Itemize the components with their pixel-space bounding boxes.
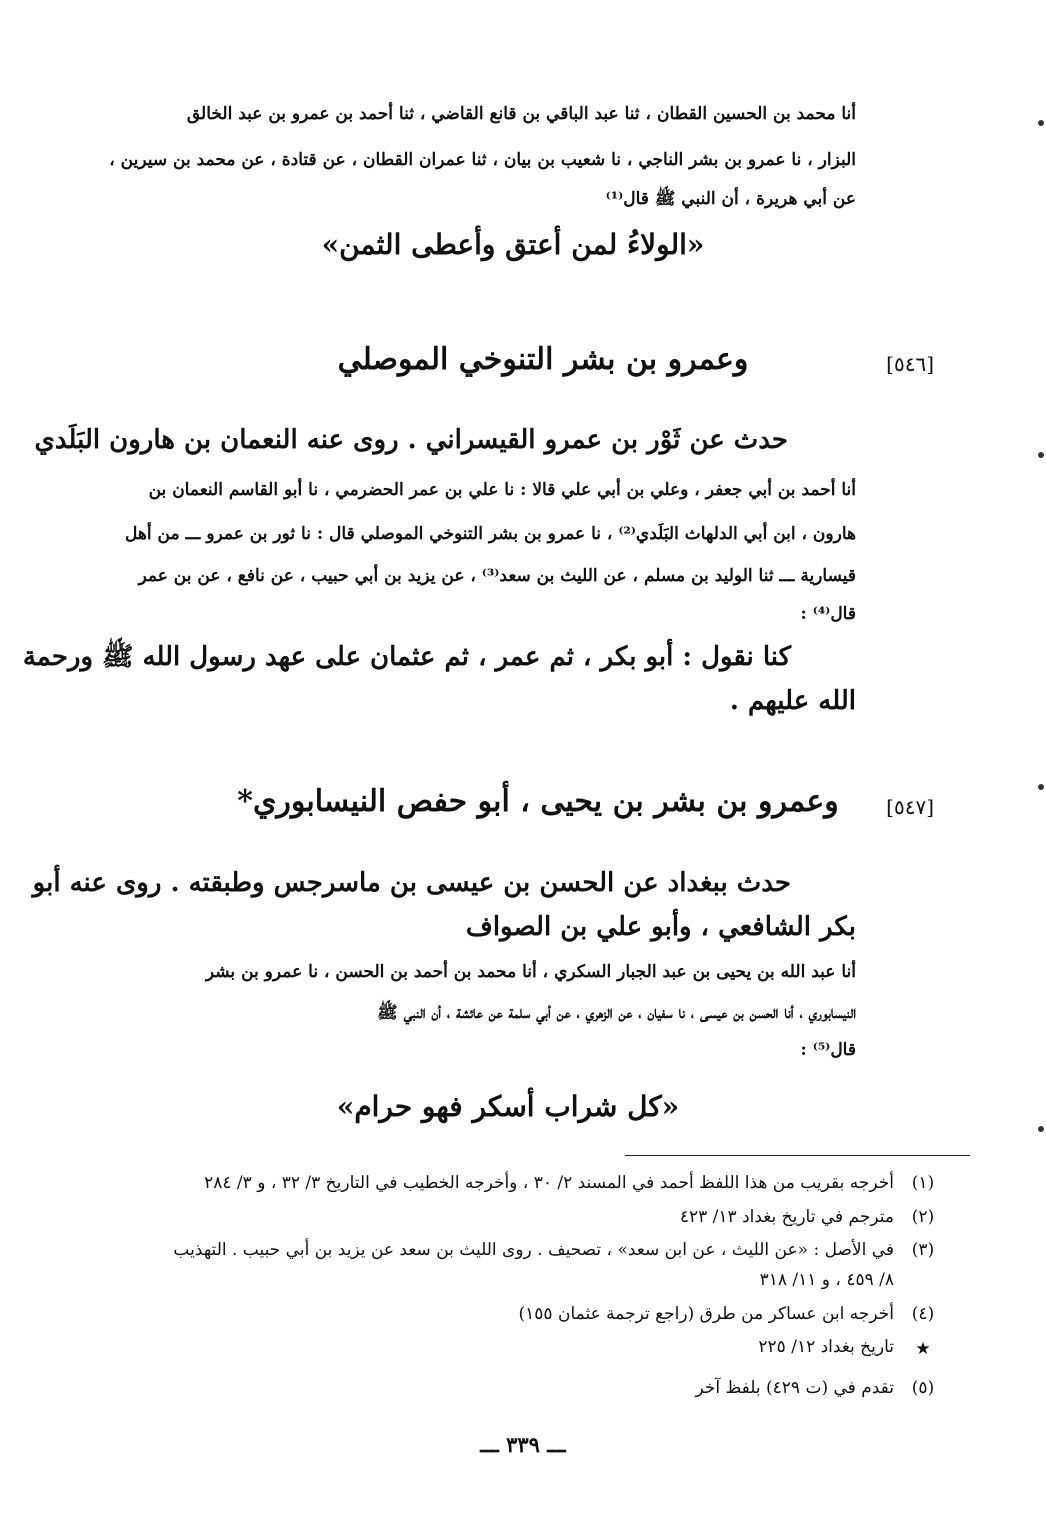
isnad-line: عن أبي هريرة ، أن النبي ﷺ قال⁽¹⁾ xyxy=(605,189,856,209)
scan-mark xyxy=(1038,452,1044,458)
scan-mark xyxy=(1038,784,1044,790)
scan-mark xyxy=(1038,1126,1044,1132)
footnote-marker: ★ xyxy=(915,1339,931,1359)
isnad-line: هارون ، ابن أبي الدلهاث البَلَدي⁽²⁾ ، نا عمرو بن بشر التنوخي الموصلي قال : نا ثور بن عمرو ـــ من أهل xyxy=(125,524,856,544)
footnote-separator xyxy=(625,1155,970,1156)
entry-title: وعمرو بن بشر بن يحيى ، أبو حفص النيسابوري* xyxy=(237,784,839,819)
entry-number: [٥٤٧] xyxy=(886,795,934,819)
hadith-quote: «كل شراب أسكر فهو حرام» xyxy=(336,1090,680,1123)
footnote-marker: (١) xyxy=(911,1173,935,1193)
footnote-text: تاريخ بغداد ١٢/ ٢٢٥ xyxy=(758,1337,894,1357)
footnote-text: ٨/ ٤٥٩ ، و ١١/ ٣١٨ xyxy=(759,1270,894,1290)
footnote-text: مترجم في تاريخ بغداد ١٣/ ٤٢٣ xyxy=(679,1207,894,1227)
hadith-text: الله عليهم . xyxy=(729,686,856,716)
footnote-marker: (٣) xyxy=(911,1240,935,1260)
narrator-intro: بكر الشافعي ، وأبو علي بن الصواف xyxy=(465,912,856,942)
narrator-intro: حدث ببغداد عن الحسن بن عيسى بن ماسرجس وطبقته . روى عنه أبو xyxy=(32,868,791,898)
footnote-text: في الأصل : «عن الليث ، عن ابن سعد» ، تصحيف . روى الليث بن سعد عن يزيد بن أبي حبيب . التهذيب xyxy=(173,1240,894,1260)
footnote-text: تقدم في (ت ٤٢٩) بلفظ آخر xyxy=(695,1378,894,1398)
entry-number: [٥٤٦] xyxy=(886,352,934,376)
page-number: ـــ ٣٣٩ ـــ xyxy=(480,1432,566,1457)
isnad-line: قال⁽⁴⁾ : xyxy=(800,604,856,624)
isnad-line: أنا عبد الله بن يحيى بن عبد الجبار السكري ، أنا محمد بن أحمد بن الحسن ، نا عمرو بن بشر xyxy=(205,962,856,982)
isnad-line: أنا أحمد بن أبي جعفر ، وعلي بن أبي علي قالا : نا علي بن عمر الحضرمي ، نا أبو القاسم النعمان بن xyxy=(148,480,856,500)
isnad-line: قيسارية ـــ ثنا الوليد بن مسلم ، عن الليث بن سعد⁽³⁾ ، عن يزيد بن أبي حبيب ، عن نافع ، عن بن عمر xyxy=(138,566,856,586)
footnote-marker: (٤) xyxy=(911,1304,935,1324)
isnad-line: البزار ، نا عمرو بن بشر الناجي ، نا شعيب بن بيان ، ثنا عمران القطان ، عن قتادة ، عن محمد بن سيرين ، xyxy=(109,150,856,170)
hadith-quote: «الولاءُ لمن أعتق وأعطى الثمن» xyxy=(321,228,705,261)
hadith-text: كنا نقول : أبو بكر ، ثم عمر ، ثم عثمان على عهد رسول الله ﷺ ورحمة xyxy=(22,642,791,672)
entry-title: وعمرو بن بشر التنوخي الموصلي xyxy=(337,342,749,377)
scan-mark xyxy=(1038,120,1044,126)
isnad-line: النيسابوري ، أنا الحسن بن عيسى ، نا سفيان ، عن الزهري ، عن أبي سلمة عن عائشة ، أن النبي ﷺ xyxy=(377,1003,856,1023)
footnote-text: أخرجه بقريب من هذا اللفظ أحمد في المسند ٢/ ٣٠ ، وأخرجه الخطيب في التاريخ ٣/ ٣٢ ، و ٣/ ٢٨٤ xyxy=(204,1173,894,1193)
isnad-line: قال⁽⁵⁾ : xyxy=(800,1040,856,1060)
footnote-marker: (٥) xyxy=(911,1378,935,1398)
footnote-marker: (٢) xyxy=(911,1207,935,1227)
narrator-intro: حدث عن ثَوْر بن عمرو القيسراني . روى عنه النعمان بن هارون البَلَدي xyxy=(34,425,788,455)
isnad-line: أنا محمد بن الحسين القطان ، ثنا عبد الباقي بن قانع القاضي ، ثنا أحمد بن عمرو بن عبد الخالق xyxy=(186,104,856,124)
footnote-text: أخرجه ابن عساكر من طرق (راجع ترجمة عثمان ١٥٥) xyxy=(518,1304,894,1324)
